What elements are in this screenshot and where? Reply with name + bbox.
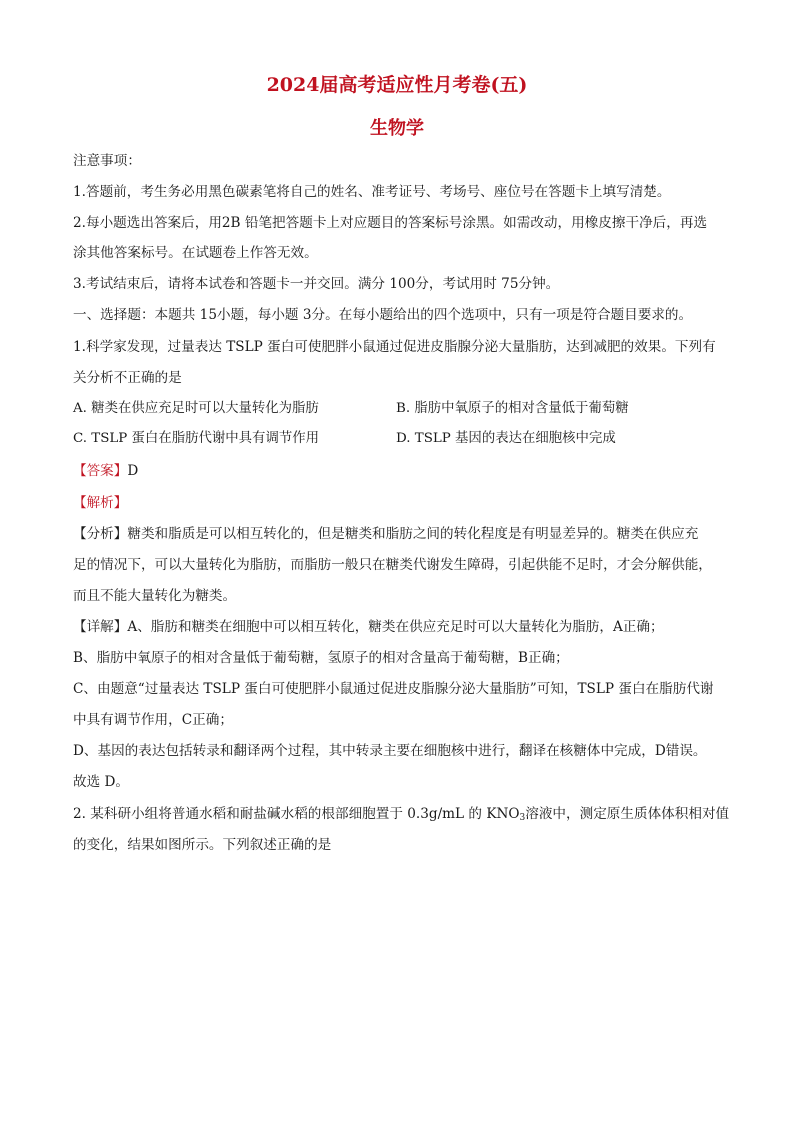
xiangjie-text-a: A、脂肪和糖类在细胞中可以相互转化，糖类在供应充足时可以大量转化为脂肪，A正确； — [127, 619, 664, 635]
notice-item-3: 3.考试结束后，请将本试卷和答题卡一并交回。满分 100分，考试用时 75分钟。 — [73, 276, 560, 292]
xiangjie-tag: 【详解】 — [73, 619, 128, 635]
q1-option-a: A. 糖类在供应充足时可以大量转化为脂肪 — [73, 401, 319, 416]
q1-xiangjie-line-c2: 中具有调节作用，C正确； — [73, 712, 233, 728]
page-subtitle: 生物学 — [370, 118, 424, 139]
notice-item-2-line-2: 涂其他答案标号。在试题卷上作答无效。 — [73, 245, 318, 261]
q1-fenxi-line-3: 而且不能大量转化为糖类。 — [73, 588, 237, 604]
q1-xiangjie-line-a — [73, 618, 733, 636]
q1-option-c: C. TSLP 蛋白在脂肪代谢中具有调节作用 — [73, 431, 320, 446]
q1-stem-line-2: 关分析不正确的是 — [73, 370, 182, 386]
q1-fenxi-line-1 — [73, 525, 733, 543]
fenxi-text-1: 糖类和脂质是可以相互转化的，但是糖类和脂肪之间的转化程度是有明显差异的。糖类在供应充 — [127, 526, 699, 542]
q1-stem-line-1: 1.科学家发现，过量表达 TSLP 蛋白可使肥胖小鼠通过促进皮脂腺分泌大量脂肪，达到减肥的效果。下列有 — [73, 339, 716, 355]
analysis-tag: 【解析】 — [73, 495, 128, 511]
q1-xiangjie-line-d: D、基因的表达包括转录和翻译两个过程，其中转录主要在细胞核中进行，翻译在核糖体中完成，D错误。 — [73, 743, 707, 759]
q2-stem-line-1 — [73, 805, 733, 827]
fenxi-tag: 【分析】 — [73, 526, 128, 542]
q1-analysis-heading — [73, 494, 733, 512]
q2-stem-post: 溶液中，测定原生质体体积相对值 — [525, 806, 730, 822]
notice-item-1: 1.答题前，考生务必用黑色碳素笔将自己的姓名、准考证号、考场号、座位号在答题卡上填写清楚。 — [73, 184, 671, 200]
q1-xiangjie-line-b: B、脂肪中氧原子的相对含量低于葡萄糖，氢原子的相对含量高于葡萄糖，B正确； — [73, 650, 569, 666]
notice-heading: 注意事项： — [73, 153, 141, 169]
q2-stem-line-2: 的变化，结果如图所示。下列叙述正确的是 — [73, 837, 332, 853]
q1-option-d: D. TSLP 基因的表达在细胞核中完成 — [396, 431, 616, 446]
q1-fenxi-line-2: 足的情况下，可以大量转化为脂肪，而脂肪一般只在糖类代谢发生障碍，引起供能不足时，才会分解供能， — [73, 557, 712, 573]
notice-item-2-line-1: 2.每小题选出答案后，用2B 铅笔把答题卡上对应题目的答案标号涂黑。如需改动，用橡皮擦干净后，再选 — [73, 215, 708, 231]
section-intro: 一、选择题：本题共 15小题，每小题 3分。在每小题给出的四个选项中，只有一项是符合题目要求的。 — [73, 307, 693, 323]
q2-stem-subscript: 3 — [519, 813, 526, 823]
q1-option-b: B. 脂肪中氧原子的相对含量低于葡萄糖 — [396, 401, 629, 416]
q1-answer — [73, 462, 733, 480]
answer-tag: 【答案】 — [73, 463, 128, 479]
q2-stem-pre: 2. 某科研小组将普通水稻和耐盐碱水稻的根部细胞置于 0.3g/mL 的 KNO — [73, 806, 520, 822]
answer-value: D — [127, 463, 139, 479]
page-title: 2024届高考适应性月考卷(五) — [266, 74, 528, 96]
q1-conclusion: 故选 D。 — [73, 774, 130, 790]
q1-xiangjie-line-c1: C、由题意“过量表达 TSLP 蛋白可使肥胖小鼠通过促进皮脂腺分泌大量脂肪”可知，TSLP 蛋白在脂肪代谢 — [73, 681, 714, 697]
